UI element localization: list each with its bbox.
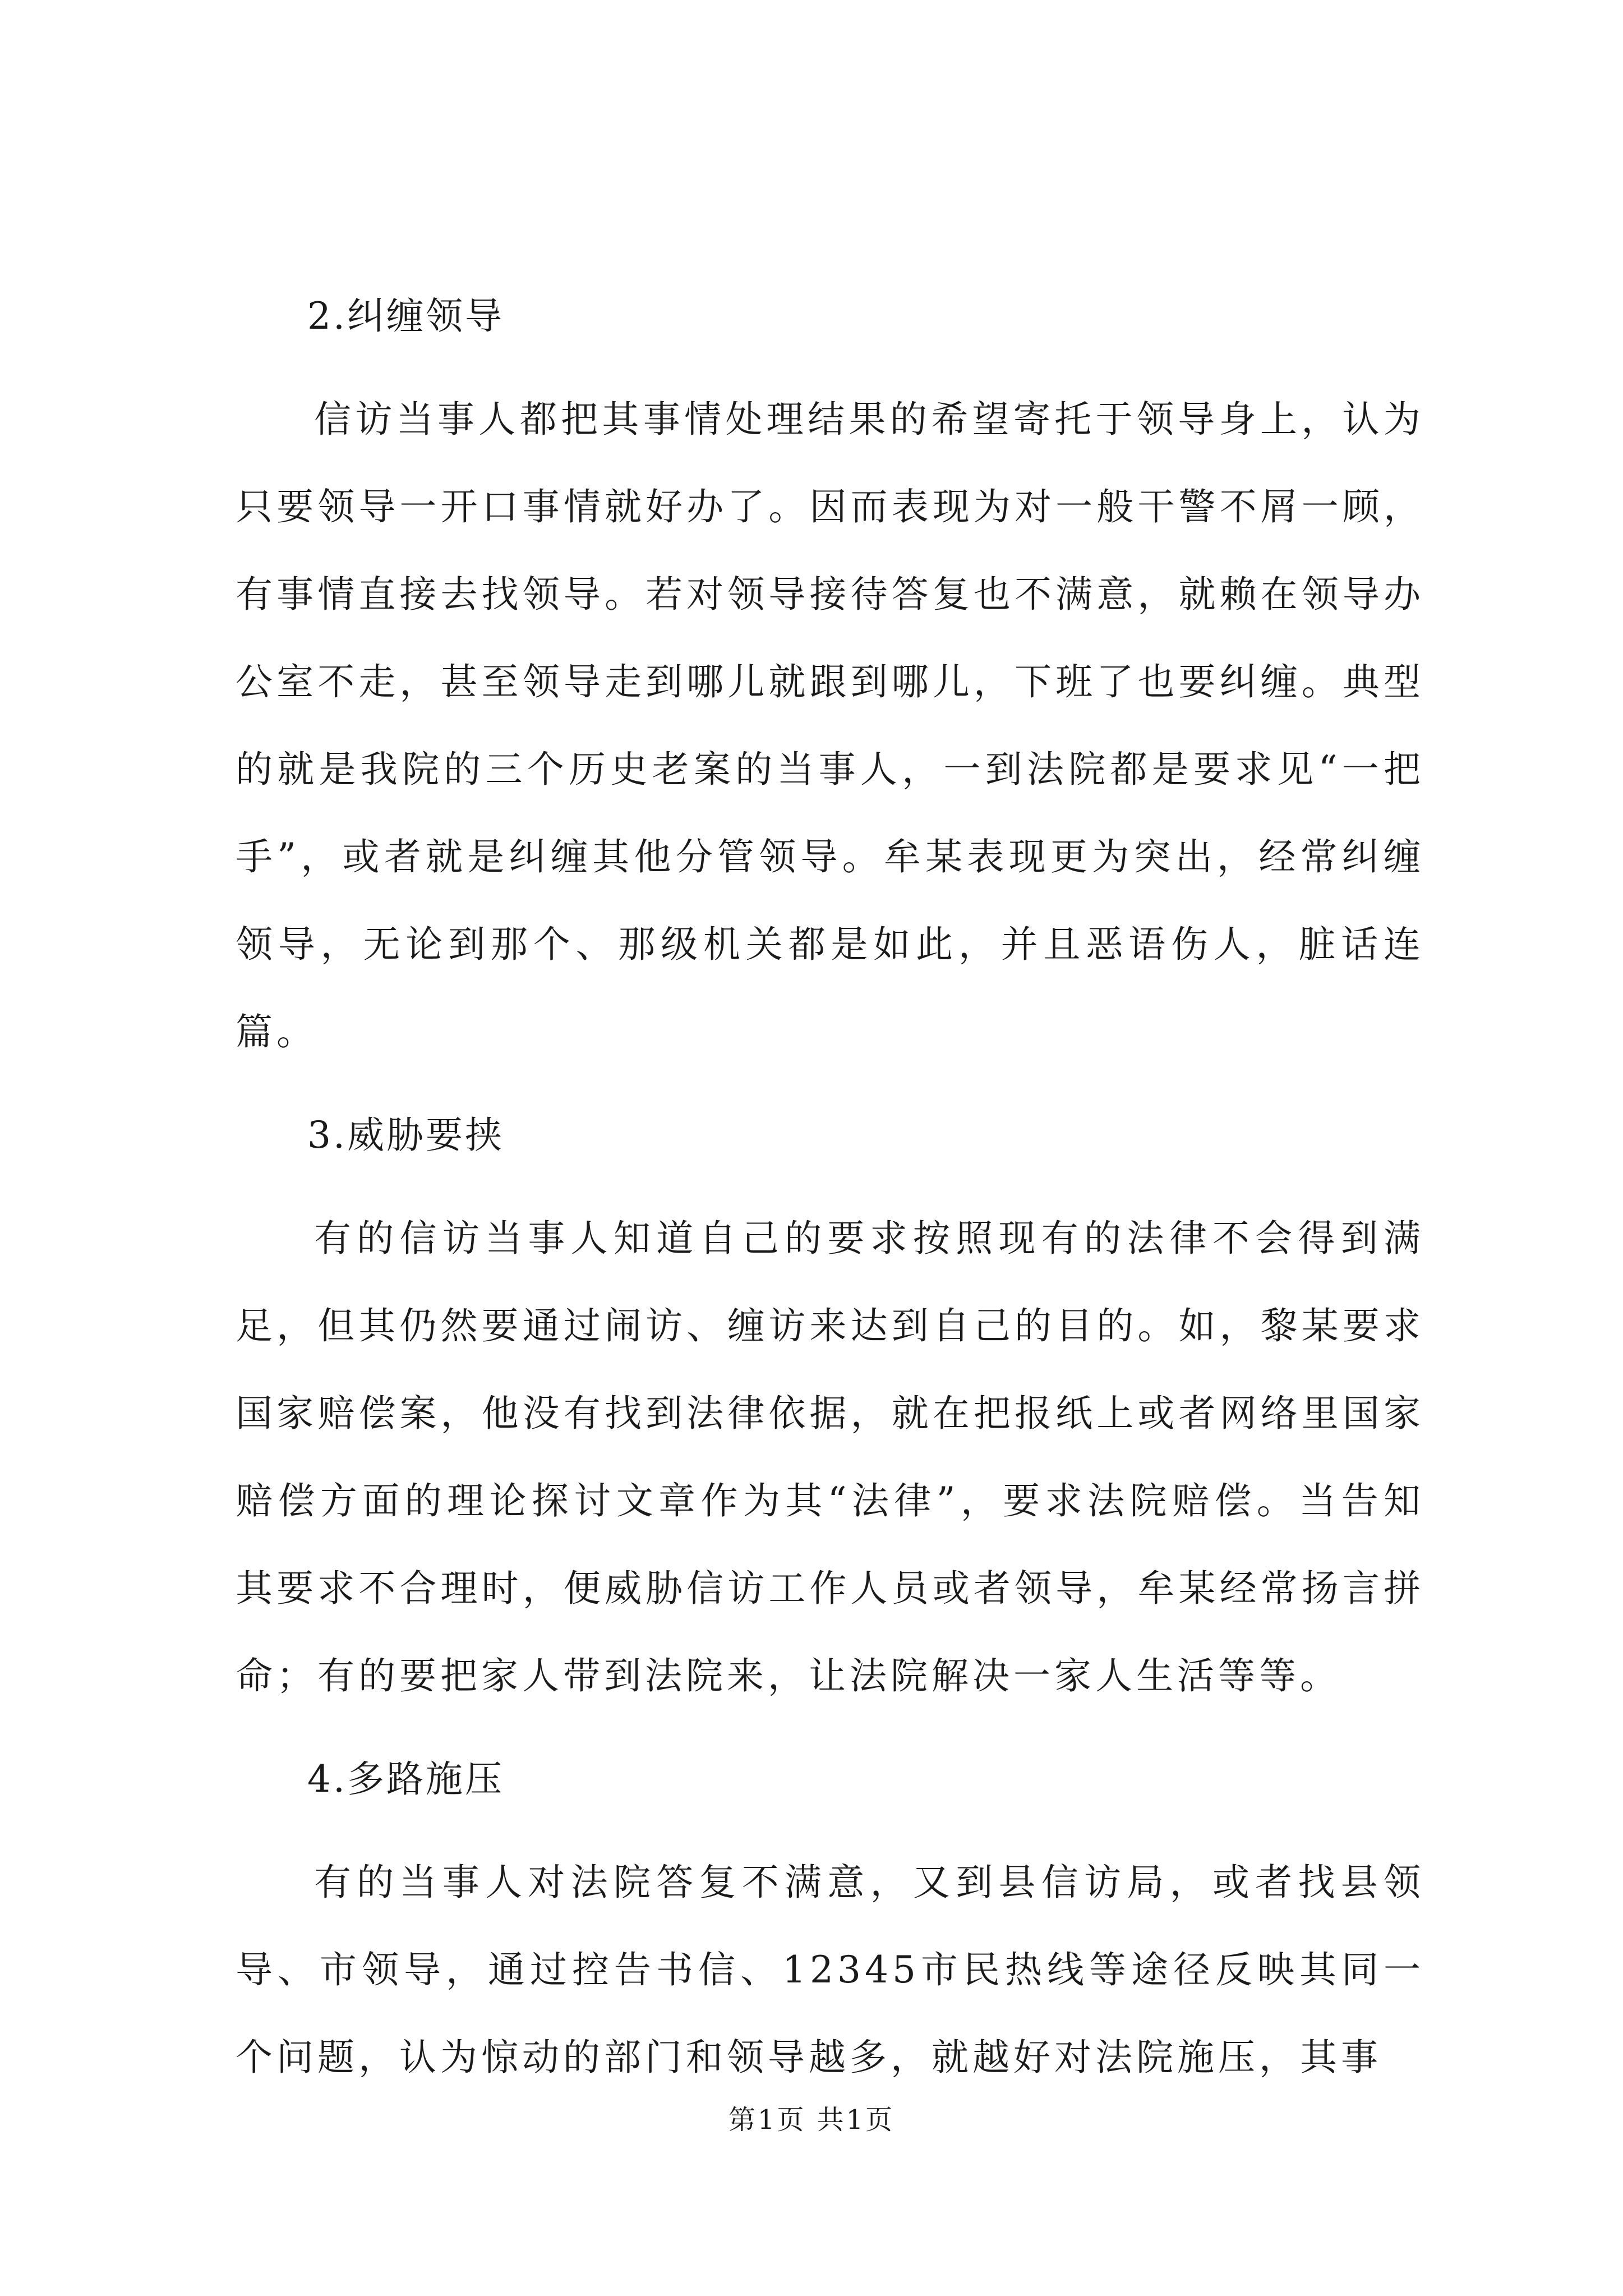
section-heading-2: 2.纠缠领导 bbox=[307, 295, 504, 338]
section-heading-3: 3.威胁要挟 bbox=[307, 1114, 504, 1157]
section-heading-4: 4.多路施压 bbox=[307, 1757, 504, 1801]
document-body bbox=[236, 280, 1424, 2125]
paragraph-threats: 有的信访当事人知道自己的要求按照现有的法律不会得到满足，但其仍然要通过闹访、缠访来达到自己的目的。如，黎某要求国家赔偿案，他没有找到法律依据，就在把报纸上或者网络里国家赔偿方面的理论探讨文章作为其“法律”，要求法院赔偿。当告知其要求不合理时，便威胁信访工作人员或者领导，牟某经常扬言拼命；有的要把家人带到法院来，让法院解决一家人生活等等。 bbox=[236, 1217, 1424, 1697]
paragraph-entangle-leaders: 信访当事人都把其事情处理结果的希望寄托于领导身上，认为只要领导一开口事情就好办了。因而表现为对一般干警不屑一顾，有事情直接去找领导。若对领导接待答复也不满意，就赖在领导办公室不走，甚至领导走到哪儿就跟到哪儿，下班了也要纠缠。典型的就是我院的三个历史老案的当事人，一到法院都是要求见“一把手”，或者就是纠缠其他分管领导。牟某表现更为突出，经常纠缠领导，无论到那个、那级机关都是如此，并且恶语伤人，脏话连篇。 bbox=[236, 398, 1424, 1053]
page-footer: 第1页 共1页 bbox=[728, 2104, 895, 2136]
paragraph-multiple-pressure: 有的当事人对法院答复不满意，又到县信访局，或者找县领导、市领导，通过控告书信、12345市民热线等途径反映其同一个问题，认为惊动的部门和领导越多，就越好对法院施压，其事 bbox=[236, 1861, 1424, 2079]
